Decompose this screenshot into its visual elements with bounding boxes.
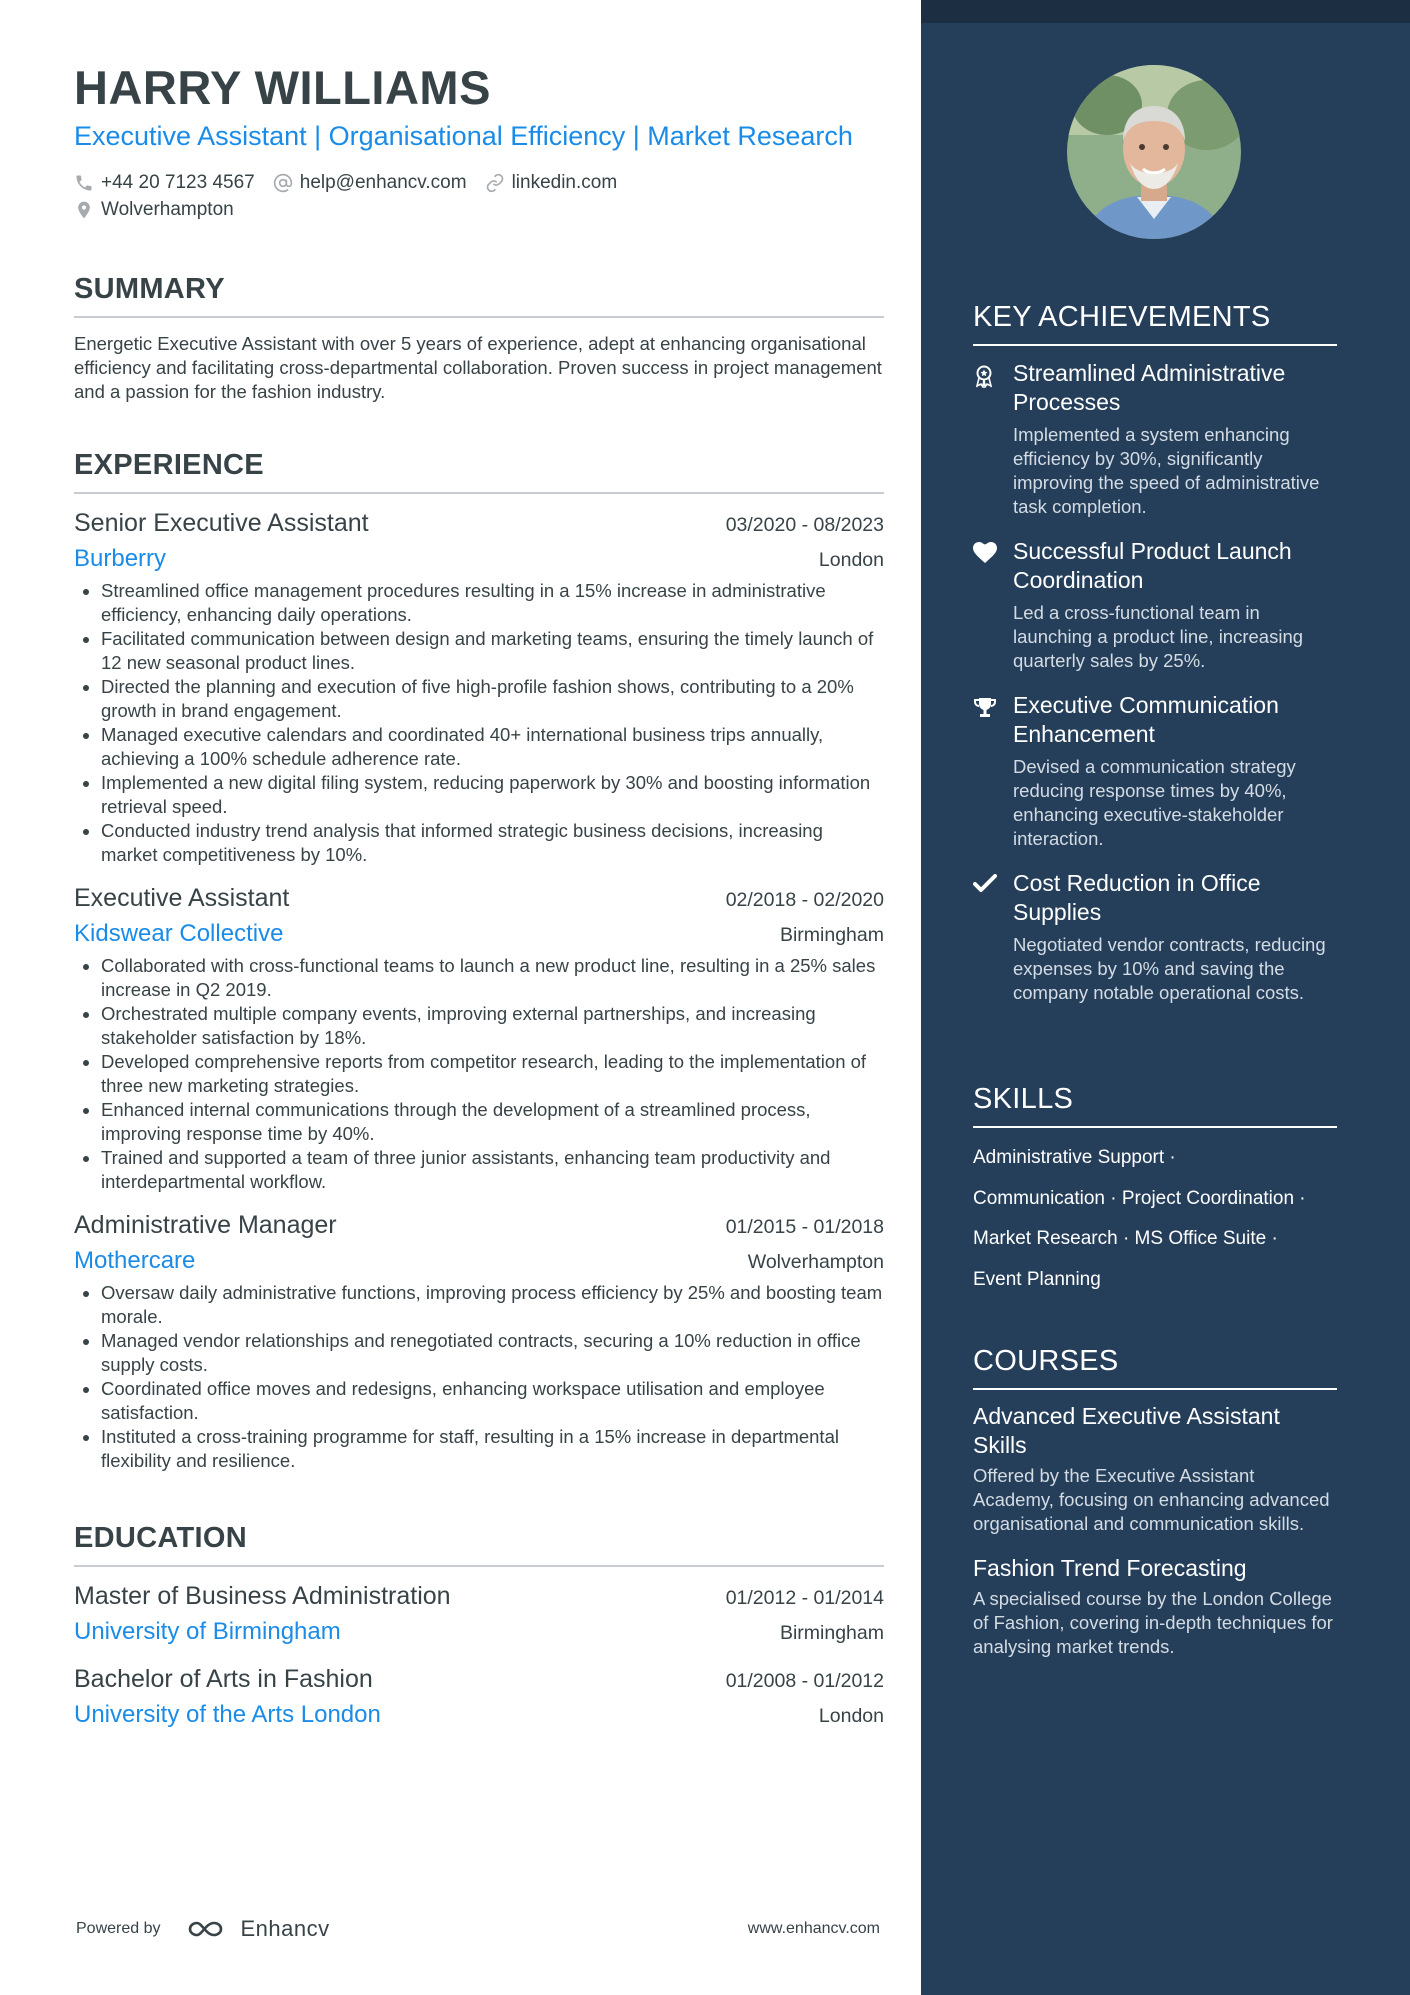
job-entry xyxy=(74,1208,884,1473)
email-contact[interactable] xyxy=(273,172,467,194)
achievement-description: Devised a communication strategy reducing response times by 40%, enhancing executive-stakeholder interaction. xyxy=(1013,756,1296,849)
bullet-item: Implemented a new digital filing system, reducing paperwork by 30% and boosting information retrieval speed. xyxy=(74,771,884,819)
school-name: University of Birmingham xyxy=(74,1618,341,1645)
sidebar-top-bar xyxy=(921,0,1410,23)
achievement-title: Successful Product Launch Coordination xyxy=(1013,538,1292,593)
job-location: Birmingham xyxy=(779,924,884,946)
heart-icon xyxy=(973,542,997,564)
enhancv-logo[interactable] xyxy=(185,1916,330,1942)
experience-section xyxy=(74,448,884,1473)
summary-text: Energetic Executive Assistant with over 5 years of experience, adept at enhancing organisational efficiency and facilitating cross-departmental collaboration. Proven success in project management and a passion for the fashion industry. xyxy=(74,333,882,402)
candidate-title: Executive Assistant | Organisational Efficiency | Market Research xyxy=(74,121,853,151)
achievement-item xyxy=(973,537,1337,673)
main-column xyxy=(74,58,884,1731)
key-achievements-section xyxy=(973,300,1337,1005)
summary-section xyxy=(74,272,884,404)
school-name: University of the Arts London xyxy=(74,1701,381,1728)
courses-section xyxy=(973,1344,1337,1659)
phone-text: +44 20 7123 4567 xyxy=(101,171,255,193)
bullet-item: Managed executive calendars and coordinated 40+ international business trips annually, achieving a 100% schedule adherence rate. xyxy=(74,723,884,771)
bullet-item: Instituted a cross-training programme for staff, resulting in a 15% increase in departmental flexibility and resilience. xyxy=(74,1425,884,1473)
achievement-title: Cost Reduction in Office Supplies xyxy=(1013,870,1261,925)
bullet-item: Directed the planning and execution of five high-profile fashion shows, contributing to a 20% growth in brand engagement. xyxy=(74,675,884,723)
education-heading: EDUCATION xyxy=(74,1521,884,1567)
job-entry xyxy=(74,881,884,1194)
linkedin-text: linkedin.com xyxy=(511,171,618,193)
email-text: help@enhancv.com xyxy=(299,171,467,193)
bullet-item: Managed vendor relationships and renegotiated contracts, securing a 10% reduction in office supply costs. xyxy=(74,1329,884,1377)
skill-line: Event Planning xyxy=(973,1268,1101,1290)
job-title: Executive Assistant xyxy=(74,884,290,912)
achievement-description: Negotiated vendor contracts, reducing expenses by 10% and saving the company notable operational costs. xyxy=(1013,934,1326,1003)
course-item xyxy=(973,1402,1337,1536)
education-section xyxy=(74,1521,884,1731)
linkedin-contact[interactable] xyxy=(485,172,618,194)
link-icon xyxy=(485,173,505,193)
achievement-item xyxy=(973,691,1337,851)
skills-section xyxy=(973,1082,1337,1300)
bullet-item: Collaborated with cross-functional teams to launch a new product line, resulting in a 25% sales increase in Q2 2019. xyxy=(74,954,884,1002)
degree-title: Bachelor of Arts in Fashion xyxy=(74,1665,373,1693)
course-title: Advanced Executive Assistant Skills xyxy=(973,1403,1280,1458)
phone-icon xyxy=(74,173,94,193)
achievements-heading: KEY ACHIEVEMENTS xyxy=(973,300,1337,346)
phone-contact[interactable] xyxy=(74,172,255,194)
bullet-item: Orchestrated multiple company events, improving external partnerships, and increasing stakeholder satisfaction by 18%. xyxy=(74,1002,884,1050)
achievement-description: Implemented a system enhancing efficiency by 30%, significantly improving the speed of administrative task completion. xyxy=(1013,424,1320,517)
job-title: Administrative Manager xyxy=(74,1211,337,1239)
company-name: Kidswear Collective xyxy=(74,920,284,947)
achievement-title: Executive Communication Enhancement xyxy=(1013,692,1279,747)
education-dates: 01/2008 - 01/2012 xyxy=(725,1670,884,1692)
footer xyxy=(76,1914,880,1944)
job-dates: 03/2020 - 08/2023 xyxy=(725,514,884,536)
course-description: Offered by the Executive Assistant Academy, focusing on enhancing advanced organisational and communication skills. xyxy=(973,1465,1330,1534)
trophy-icon xyxy=(973,696,997,720)
medal-icon xyxy=(973,364,995,388)
bullet-item: Coordinated office moves and redesigns, enhancing workspace utilisation and employee satisfaction. xyxy=(74,1377,884,1425)
job-dates: 02/2018 - 02/2020 xyxy=(725,889,884,911)
job-bullets xyxy=(74,1281,884,1473)
bullet-item: Oversaw daily administrative functions, improving process efficiency by 25% and boosting team morale. xyxy=(74,1281,884,1329)
achievement-item xyxy=(973,359,1337,519)
sidebar xyxy=(921,0,1410,1995)
brand-name: Enhancv xyxy=(240,1916,330,1941)
bullet-item: Trained and supported a team of three junior assistants, enhancing team productivity and interdepartmental workflow. xyxy=(74,1146,884,1194)
candidate-name: HARRY WILLIAMS xyxy=(74,61,491,114)
website-link[interactable]: www.enhancv.com xyxy=(747,1920,880,1937)
infinity-logo-icon xyxy=(185,1917,231,1941)
job-bullets xyxy=(74,579,884,867)
experience-heading: EXPERIENCE xyxy=(74,448,884,494)
bullet-item: Streamlined office management procedures resulting in a 15% increase in administrative efficiency, enhancing daily operations. xyxy=(74,579,884,627)
job-entry xyxy=(74,506,884,867)
company-name: Mothercare xyxy=(74,1247,196,1274)
bullet-item: Facilitated communication between design and marketing teams, ensuring the timely launch of 12 new seasonal product lines. xyxy=(74,627,884,675)
education-entry xyxy=(74,1579,884,1648)
degree-title: Master of Business Administration xyxy=(74,1582,451,1610)
company-name: Burberry xyxy=(74,545,167,572)
bullet-item: Conducted industry trend analysis that informed strategic business decisions, increasing market competitiveness by 10%. xyxy=(74,819,884,867)
job-dates: 01/2015 - 01/2018 xyxy=(725,1216,884,1238)
checkmark-icon xyxy=(973,874,997,894)
location-contact xyxy=(74,199,234,221)
skill-line: Administrative Support · xyxy=(973,1147,1176,1168)
summary-heading: SUMMARY xyxy=(74,272,884,318)
profile-photo xyxy=(1067,65,1241,239)
achievement-title: Streamlined Administrative Processes xyxy=(1013,360,1286,415)
education-location: Birmingham xyxy=(779,1622,884,1644)
location-text: Wolverhampton xyxy=(101,198,234,220)
bullet-item: Developed comprehensive reports from competitor research, leading to the implementation of three new marketing strategies. xyxy=(74,1050,884,1098)
education-dates: 01/2012 - 01/2014 xyxy=(725,1587,884,1609)
job-title: Senior Executive Assistant xyxy=(74,509,369,537)
bullet-item: Enhanced internal communications through the development of a streamlined process, improving response time by 40%. xyxy=(74,1098,884,1146)
course-item xyxy=(973,1554,1337,1659)
education-entry xyxy=(74,1662,884,1731)
achievement-description: Led a cross-functional team in launching a product line, increasing quarterly sales by 25%. xyxy=(1013,602,1304,671)
job-bullets xyxy=(74,954,884,1194)
course-title: Fashion Trend Forecasting xyxy=(973,1555,1247,1581)
course-description: A specialised course by the London College of Fashion, covering in-depth techniques for analysing market trends. xyxy=(973,1588,1333,1657)
skills-heading: SKILLS xyxy=(973,1082,1337,1128)
contact-info xyxy=(74,169,884,223)
achievement-item xyxy=(973,869,1337,1005)
education-location: London xyxy=(818,1705,884,1727)
courses-heading: COURSES xyxy=(973,1344,1337,1390)
skills-list xyxy=(973,1138,1337,1300)
skill-line: Market Research · MS Office Suite · xyxy=(973,1228,1278,1249)
job-location: Wolverhampton xyxy=(747,1251,884,1273)
location-pin-icon xyxy=(74,200,94,220)
powered-by-text: Powered by xyxy=(76,1920,161,1937)
at-sign-icon xyxy=(273,173,293,193)
job-location: London xyxy=(818,549,884,571)
skill-line: Communication · Project Coordination · xyxy=(973,1187,1306,1209)
